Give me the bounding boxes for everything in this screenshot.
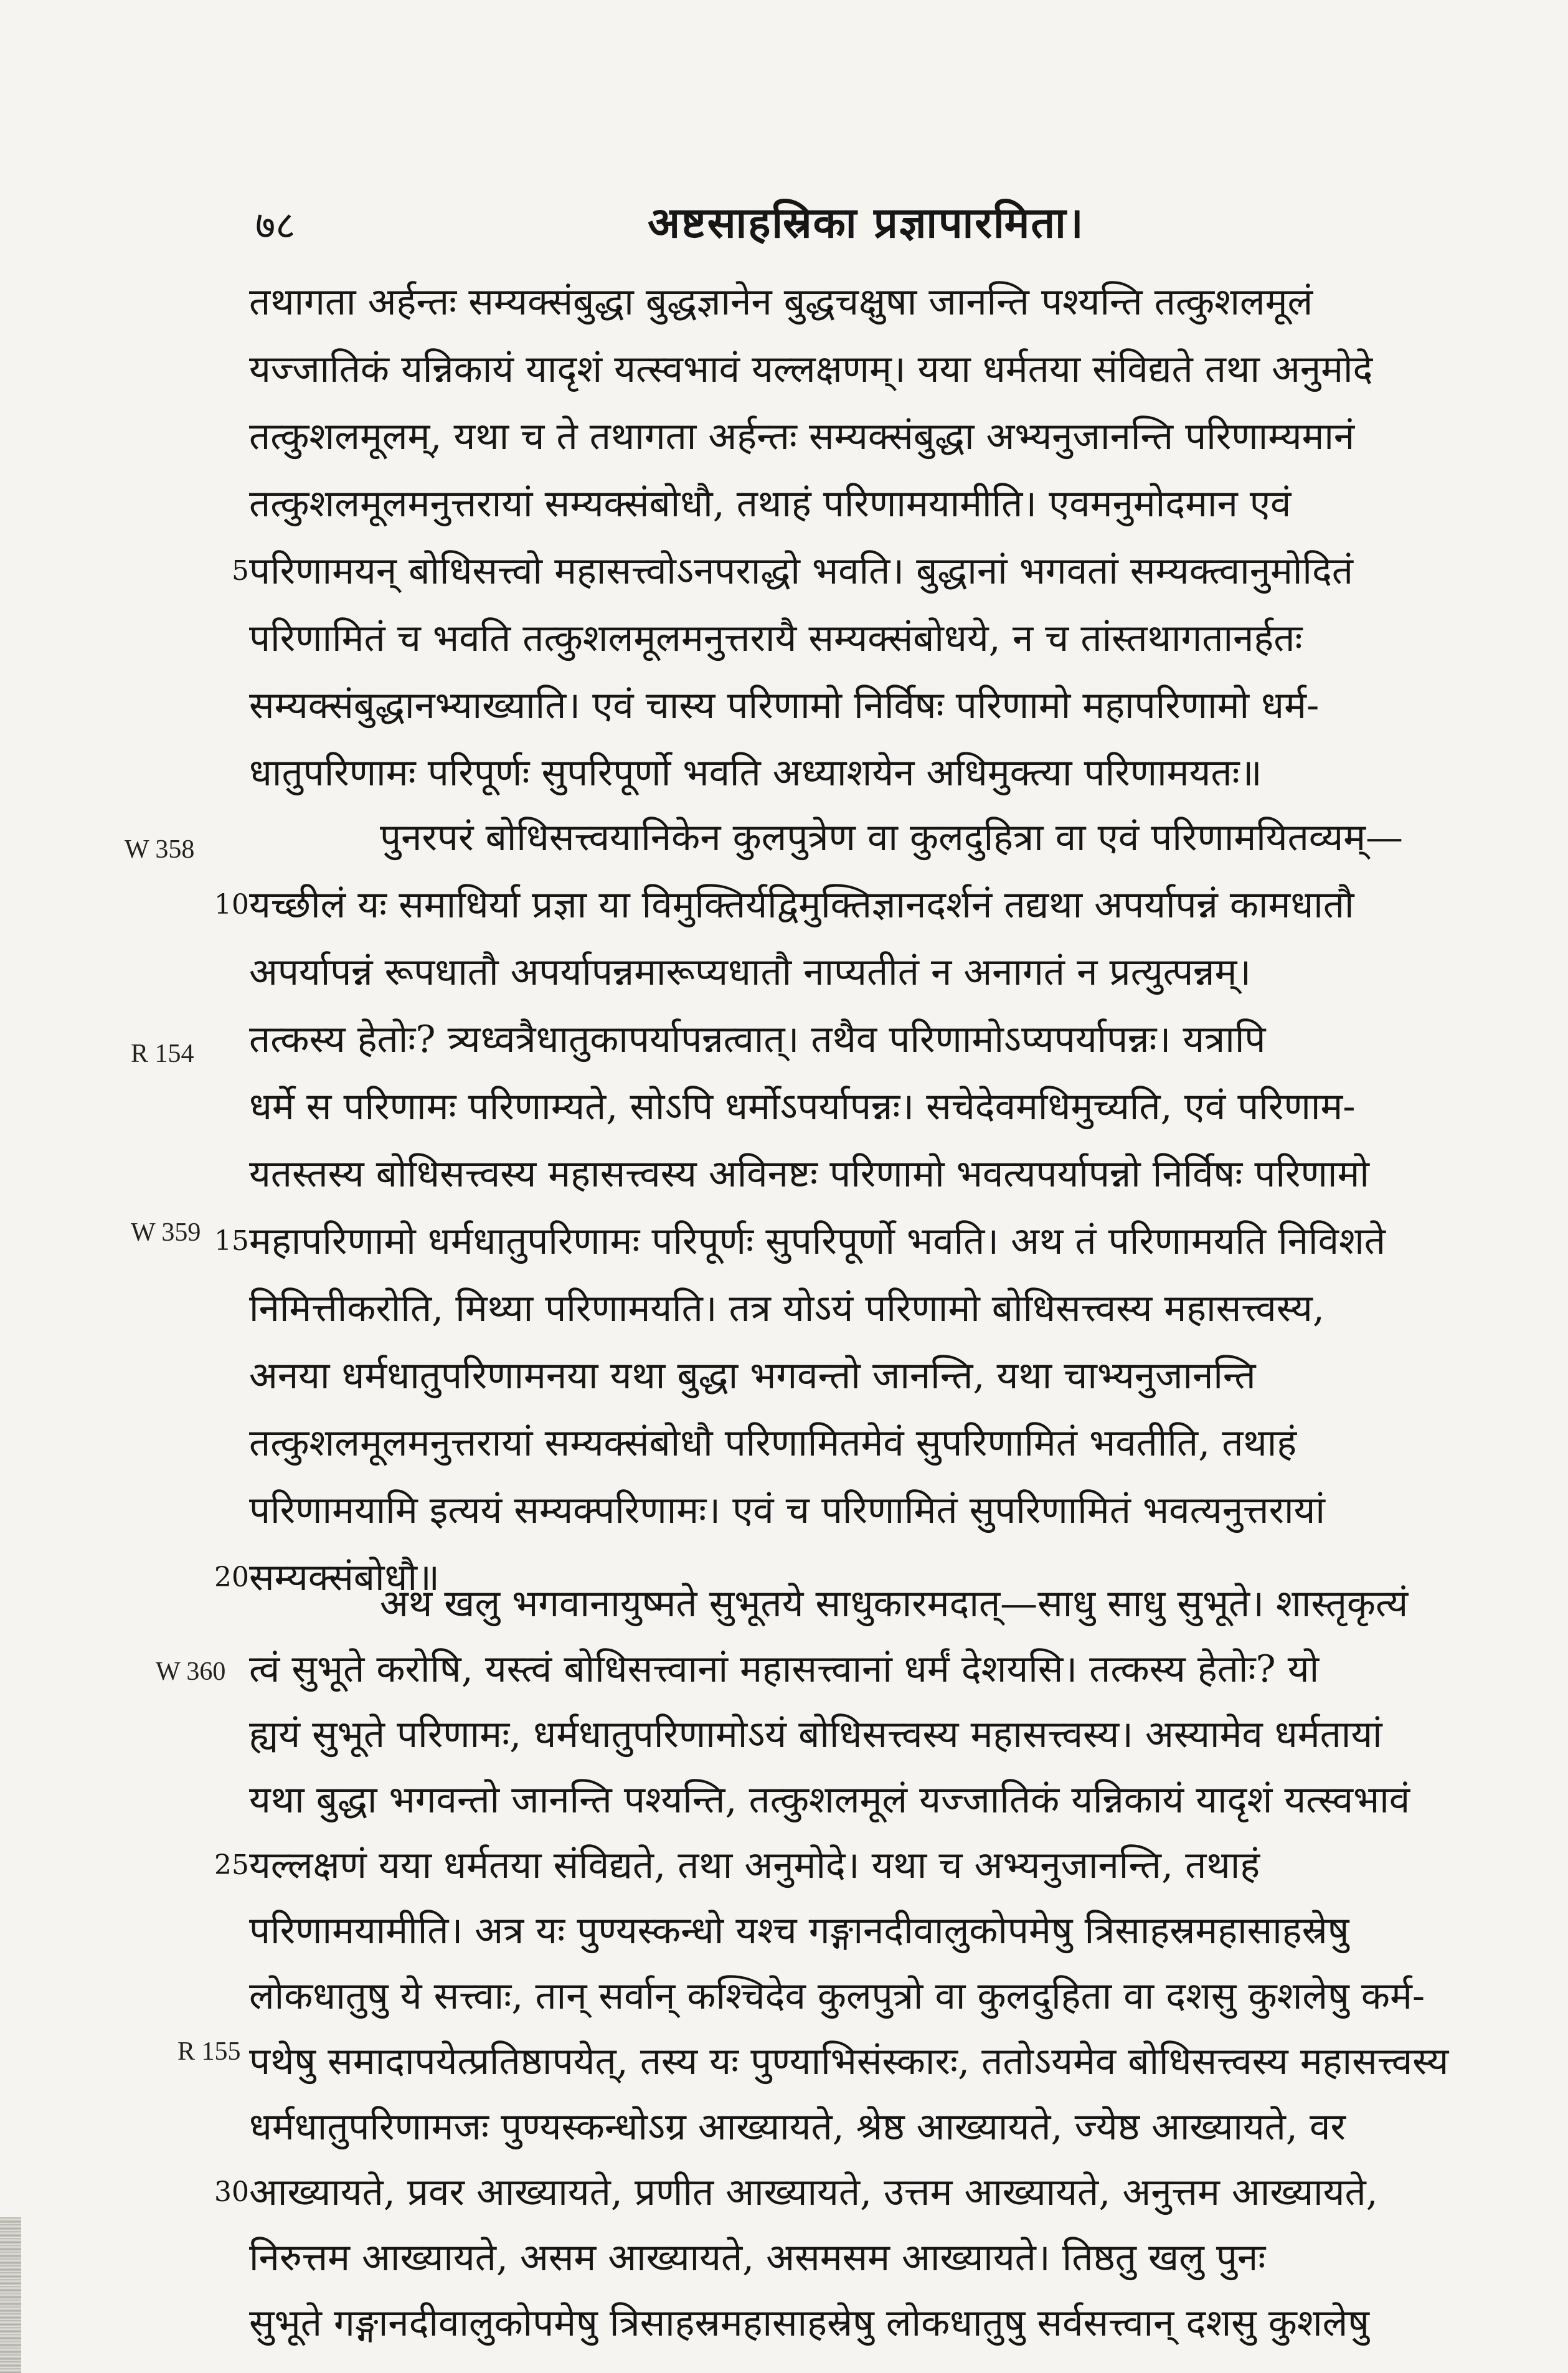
text-line: परिणामयन् बोधिसत्त्वो महासत्त्वोऽनपराद्धो भवति। बुद्धानां भगवतां सम्यक्त्वानुमोदितं	[249, 549, 1354, 593]
margin-ref-w358: W 358	[125, 835, 195, 864]
text-line: आख्यायते, प्रवर आख्यायते, प्रणीत आख्यायते, उत्तम आख्यायते, अनुत्तम आख्यायते,	[249, 2171, 1378, 2214]
text-line: तत्कुशलमूलमनुत्तरायां सम्यक्संबोधौ परिणामितमेवं सुपरिणामितं भवतीति, तथाहं	[249, 1421, 1297, 1465]
text-line: सम्यक्संबोधौ॥	[249, 1556, 440, 1599]
text-line: यल्लक्षणं यया धर्मतया संविद्यते, तथा अनुमोदे। यथा च अभ्यनुजानन्ति, तथाहं	[249, 1844, 1260, 1887]
text-line: तत्कुशलमूलमनुत्तरायां सम्यक्संबोधौ, तथाहं परिणामयामीति। एवमनुमोदमान एवं	[249, 482, 1292, 526]
text-line: धातुपरिणामः परिपूर्णः सुपरिपूर्णो भवति अध्याशयेन अधिमुक्त्या परिणामयतः॥	[249, 751, 1262, 795]
text-line: तथागता अर्हन्तः सम्यक्संबुद्धा बुद्धज्ञानेन बुद्धचक्षुषा जानन्ति पश्यन्ति तत्कुशलमूलं	[249, 280, 1313, 324]
text-line: धर्मे स परिणामः परिणाम्यते, सोऽपि धर्मोऽपर्यापन्नः। सचेदेवमधिमुच्यति, एवं परिणाम-	[249, 1085, 1356, 1129]
text-line: पथेषु समादापयेत्प्रतिष्ठापयेत्, तस्य यः पुण्याभिसंस्कारः, ततोऽयमेव बोधिसत्त्वस्य महासत्त्वस्य	[249, 2040, 1449, 2083]
page-header	[255, 198, 1532, 254]
text-line: निरुत्तम आख्यायते, असम आख्यायते, असमसम आख्यायते। तिष्ठतु खलु पुनः	[249, 2236, 1266, 2280]
running-title: अष्टसाहस्रिका प्रज्ञापारमिता।	[648, 198, 1085, 248]
text-line: त्वं सुभूते करोषि, यस्त्वं बोधिसत्त्वानां महासत्त्वानां धर्मं देशयसि। तत्कस्य हेतोः? यो	[249, 1647, 1320, 1691]
text-line: सम्यक्संबुद्धानभ्याख्याति। एवं चास्य परिणामो निर्विषः परिणामो महापरिणामो धर्म-	[249, 684, 1320, 727]
text-line: महापरिणामो धर्मधातुपरिणामः परिपूर्णः सुपरिपूर्णो भवति। अथ तं परिणामयति निविशते	[249, 1220, 1386, 1263]
line-number: 5	[232, 555, 249, 587]
text-line: धर्मधातुपरिणामजः पुण्यस्कन्धोऽग्र आख्यायते, श्रेष्ठ आख्यायते, ज्येष्ठ आख्यायते, वर	[249, 2105, 1346, 2149]
text-line: यथा बुद्धा भगवन्तो जानन्ति पश्यन्ति, तत्कुशलमूलं यज्जातिकं यन्निकायं यादृशं यत्स्वभावं	[249, 1778, 1410, 1822]
text-line: ह्ययं सुभूते परिणामः, धर्मधातुपरिणामोऽयं बोधिसत्त्वस्य महासत्त्वस्य। अस्यामेव धर्मतायां	[249, 1713, 1382, 1756]
text-line: यच्छीलं यः समाधिर्या प्रज्ञा या विमुक्तिर्यद्विमुक्तिज्ञानदर्शनं तद्यथा अपर्यापन्नं कामधातौ	[249, 883, 1354, 927]
page-number: ७८	[255, 202, 296, 248]
margin-ref-w360: W 360	[156, 1657, 226, 1686]
text-line: पुनरपरं बोधिसत्त्वयानिकेन कुलपुत्रेण वा कुलदुहित्रा वा एवं परिणामयितव्यम्—	[380, 816, 1403, 860]
text-line: परिणामयामीति। अत्र यः पुण्यस्कन्धो यश्च गङ्गानदीवालुकोपमेषु त्रिसाहस्रमहासाहस्रेषु	[249, 1909, 1349, 1953]
text-line: परिणामयामि इत्ययं सम्यक्परिणामः। एवं च परिणामितं सुपरिणामितं भवत्यनुत्तरायां	[249, 1489, 1325, 1532]
text-line: निमित्तीकरोति, मिथ्या परिणामयति। तत्र योऽयं परिणामो बोधिसत्त्वस्य महासत्त्वस्य,	[249, 1287, 1325, 1330]
margin-ref-r155: R 155	[177, 2037, 241, 2066]
text-line: यतस्तस्य बोधिसत्त्वस्य महासत्त्वस्य अविनष्टः परिणामो भवत्यपर्यापन्नो निर्विषः परिणामो	[249, 1152, 1369, 1196]
text-line: अथ खलु भगवानायुष्मते सुभूतये साधुकारमदात्—साधु साधु सुभूते। शास्तृकृत्यं	[380, 1582, 1409, 1626]
line-number: 15	[214, 1225, 249, 1257]
text-line: लोकधातुषु ये सत्त्वाः, तान् सर्वान् कश्चिदेव कुलपुत्रो वा कुलदुहिता वा दशसु कुशलेषु कर्म-	[249, 1974, 1425, 2018]
line-number: 20	[214, 1561, 249, 1593]
text-line: तत्कस्य हेतोः? त्र्यध्वत्रैधातुकापर्यापन्नत्वात्। तथैव परिणामोऽप्यपर्यापन्नः। यत्रापि	[249, 1018, 1266, 1061]
line-number: 25	[214, 1849, 249, 1881]
margin-ref-r154: R 154	[131, 1040, 194, 1068]
text-line: सुभूते गङ्गानदीवालुकोपमेषु त्रिसाहस्रमहासाहस्रेषु लोकधातुषु सर्वसत्त्वान् दशसु कुशलेषु	[249, 2301, 1369, 2345]
text-line: तत्कुशलमूलम्, यथा च ते तथागता अर्हन्तः सम्यक्संबुद्धा अभ्यनुजानन्ति परिणाम्यमानं	[249, 415, 1355, 458]
text-line: अपर्यापन्नं रूपधातौ अपर्यापन्नमारूप्यधातौ नाप्यतीतं न अनागतं न प्रत्युत्पन्नम्।	[249, 950, 1252, 994]
text-line: परिणामितं च भवति तत्कुशलमूलमनुत्तरायै सम्यक्संबोधये, न च तांस्तथागतानर्हतः	[249, 617, 1303, 660]
line-number: 10	[214, 889, 249, 921]
text-line: यज्जातिकं यन्निकायं यादृशं यत्स्वभावं यल्लक्षणम्। यया धर्मतया संविद्यते तथा अनुमोदे	[249, 348, 1373, 391]
line-number: 30	[214, 2176, 249, 2208]
margin-ref-w359: W 359	[131, 1218, 201, 1247]
scan-edge-artifact	[0, 2217, 21, 2373]
text-line: अनया धर्मधातुपरिणामनया यथा बुद्धा भगवन्तो जानन्ति, यथा चाभ्यनुजानन्ति	[249, 1354, 1256, 1398]
